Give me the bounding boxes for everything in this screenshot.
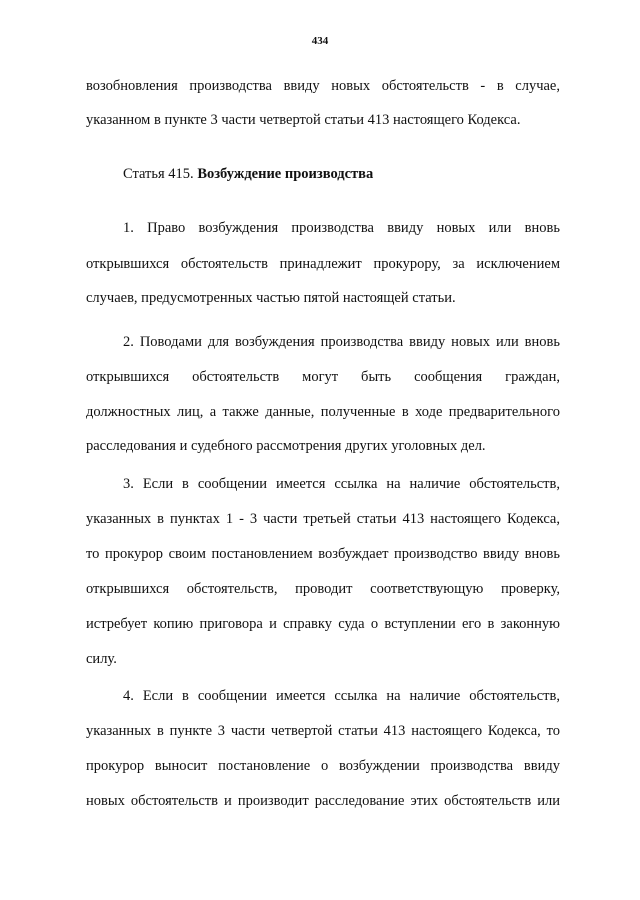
text-line: расследования и судебного рассмотрения других уголовных дел.: [86, 438, 486, 454]
text-line: 3. Если в сообщении имеется ссылка на наличие обстоятельств,: [123, 476, 560, 492]
text-line: 4. Если в сообщении имеется ссылка на наличие обстоятельств,: [123, 688, 560, 704]
text-line: указанном в пункте 3 части четвертой статьи 413 настоящего Кодекса.: [86, 112, 521, 128]
text-line: прокурор выносит постановление о возбуждении производства ввиду: [86, 758, 560, 774]
text-line: новых обстоятельств и производит расследование этих обстоятельств или: [86, 793, 560, 809]
text-line: 1. Право возбуждения производства ввиду новых или вновь: [123, 220, 560, 236]
article-number: Статья 415.: [123, 166, 194, 182]
text-line: силу.: [86, 651, 117, 667]
article-heading: [123, 164, 560, 184]
article-title: Возбуждение производства: [197, 166, 374, 182]
text-line: возобновления производства ввиду новых обстоятельств - в случае,: [86, 78, 560, 94]
text-line: указанных в пункте 3 части четвертой статьи 413 настоящего Кодекса, то: [86, 723, 560, 739]
text-line: то прокурор своим постановлением возбуждает производство ввиду вновь: [86, 546, 560, 562]
text-line: должностных лиц, а также данные, полученные в ходе предварительного: [86, 404, 560, 420]
text-line: указанных в пунктах 1 - 3 части третьей статьи 413 настоящего Кодекса,: [86, 511, 560, 527]
text-line: 2. Поводами для возбуждения производства ввиду новых или вновь: [123, 334, 560, 350]
text-line: открывшихся обстоятельств, проводит соответствующую проверку,: [86, 581, 560, 597]
text-line: истребует копию приговора и справку суда о вступлении его в законную: [86, 616, 560, 632]
text-line: открывшихся обстоятельств принадлежит прокурору, за исключением: [86, 256, 560, 272]
text-line: случаев, предусмотренных частью пятой настоящей статьи.: [86, 290, 456, 306]
text-line: открывшихся обстоятельств могут быть сообщения граждан,: [86, 369, 560, 385]
page-number: 434: [311, 35, 329, 47]
